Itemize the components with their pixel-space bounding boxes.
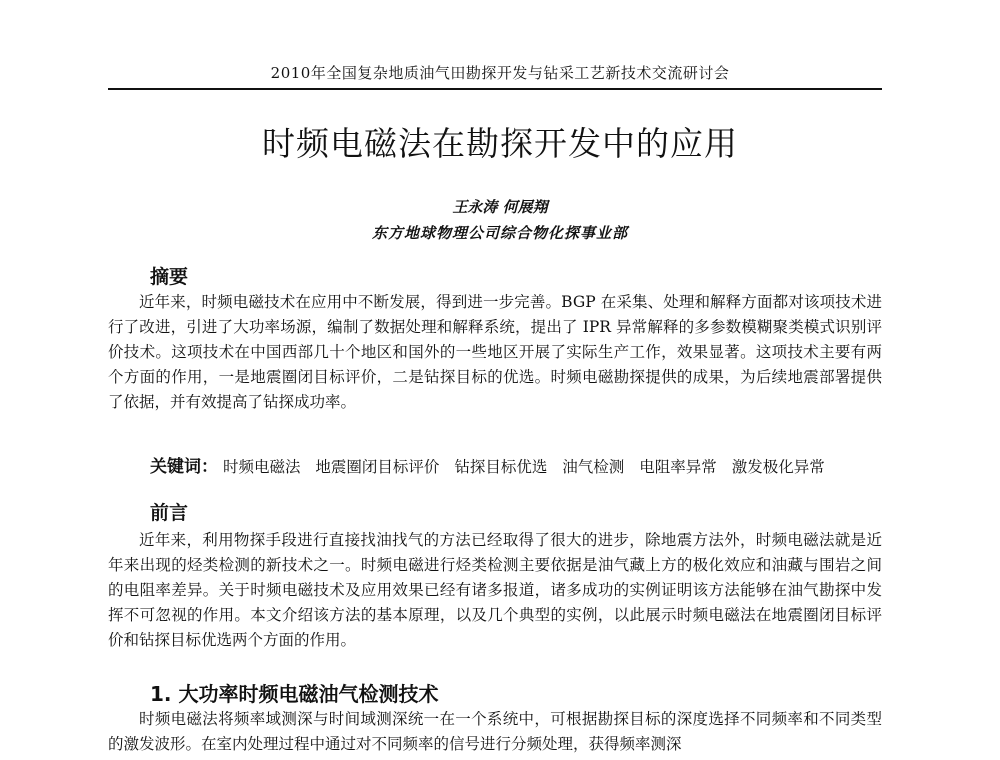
keyword-item: 时频电磁法	[222, 458, 301, 476]
header-rule	[108, 88, 882, 90]
affiliation: 东方地球物理公司综合物化探事业部	[371, 224, 628, 242]
keyword-item: 激发极化异常	[731, 458, 825, 476]
conference-header: 2010年全国复杂地质油气田勘探开发与钻采工艺新技术交流研讨会	[270, 64, 730, 82]
keywords	[150, 452, 890, 477]
section1-text: 时频电磁法将频率域测深与时间域测深统一在一个系统中，可根据勘探目标的深度选择不同频率和不同类型的激发波形。在室内处理过程中通过对不同频率的信号进行分频处理，获得频率测深	[108, 710, 882, 753]
abstract-text: 近年来，时频电磁技术在应用中不断发展，得到进一步完善。BGP 在采集、处理和解释方面都对该项技术进行了改进，引进了大功率场源，编制了数据处理和解释系统，提出了 IPR 异常解释的多参数模糊聚类模式识别评价技术。这项技术在中国西部几十个地区和国外的一些地区开展了实际生产工作，效果显著。这项技术主要有两个方面的作用，一是地震圈闭目标评价，二是钻探目标的优选。时频电磁勘探提供的成果，为后续地震部署提供了依据，并有效提高了钻探成功率。	[108, 293, 882, 411]
abstract-heading: 摘要	[150, 266, 189, 288]
keyword-item: 地震圈闭目标评价	[315, 458, 440, 476]
keywords-label: 关键词：	[150, 457, 218, 477]
authors: 王永涛 何展翔	[452, 198, 548, 216]
keyword-item: 电阻率异常	[639, 458, 717, 476]
paper-title: 时频电磁法在勘探开发中的应用	[262, 124, 738, 163]
section1-heading: 1. 大功率时频电磁油气检测技术	[150, 682, 439, 706]
intro-heading: 前言	[150, 502, 189, 524]
intro-text: 近年来，利用物探手段进行直接找油找气的方法已经取得了很大的进步，除地震方法外，时频电磁法就是近年来出现的烃类检测的新技术之一。时频电磁进行烃类检测主要依据是油气藏上方的极化效应和油藏与围岩之间的电阻率差异。关于时频电磁技术及应用效果已经有诸多报道，诸多成功的实例证明该方法能够在油气勘探中发挥不可忽视的作用。本文介绍该方法的基本原理，以及几个典型的实例，以此展示时频电磁法在地震圈闭目标评价和钻探目标优选两个方面的作用。	[108, 531, 882, 649]
keyword-item: 钻探目标优选	[454, 458, 548, 476]
keyword-item: 油气检测	[562, 458, 625, 476]
